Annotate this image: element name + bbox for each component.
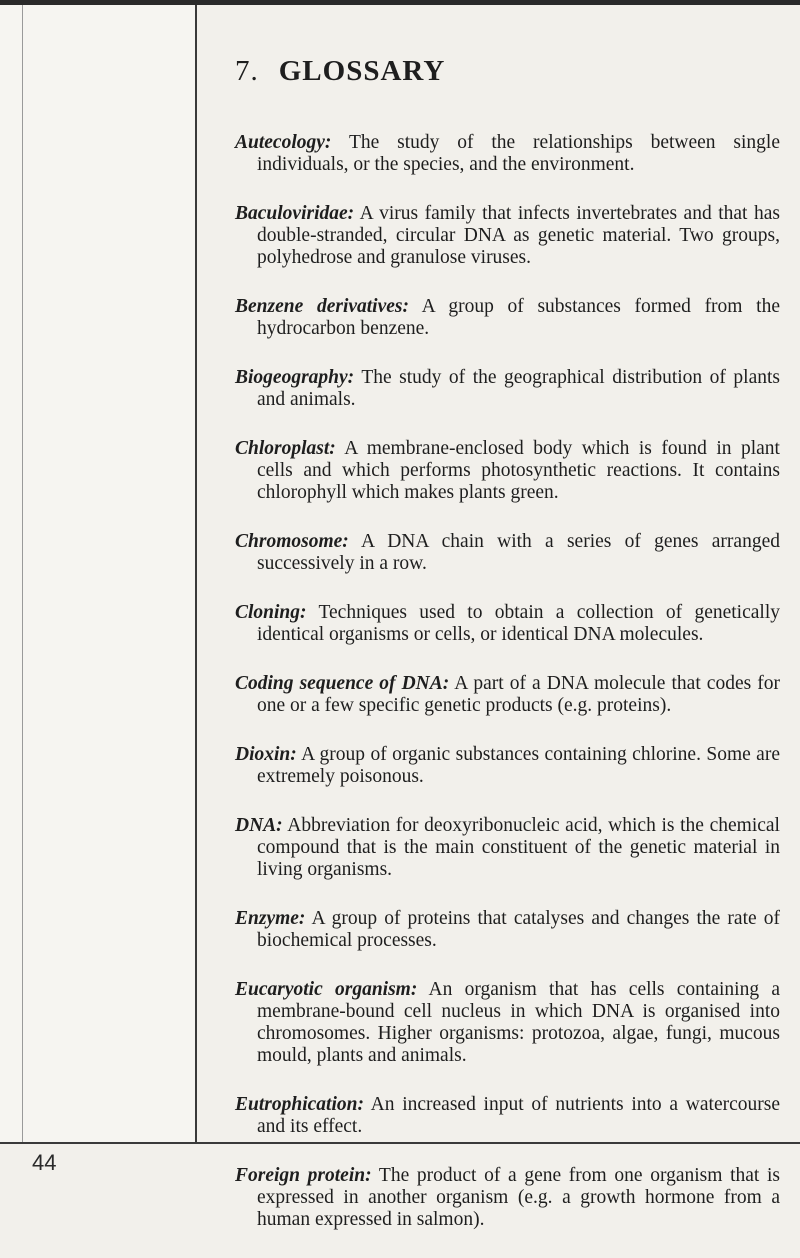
glossary-term: Benzene derivatives: bbox=[235, 296, 409, 317]
glossary-term: Foreign protein: bbox=[235, 1165, 372, 1186]
glossary-definition: A group of proteins that catalyses and changes the rate of biochemical processes. bbox=[257, 908, 780, 951]
page-number: 44 bbox=[32, 1150, 57, 1175]
glossary-entry bbox=[235, 296, 780, 340]
glossary-definition: An organism that has cells containing a membrane-bound cell nucleus in which DNA is organised into chromosomes. Higher organisms: protozoa, algae, fungi, mucous mould, plants and animals. bbox=[257, 979, 780, 1066]
glossary-term: Dioxin: bbox=[235, 744, 297, 765]
glossary-entry bbox=[235, 367, 780, 411]
glossary-definition: A group of organic substances containing chlorine. Some are extremely poisonous. bbox=[257, 744, 780, 787]
glossary-term: Chromosome: bbox=[235, 531, 349, 552]
glossary-entry bbox=[235, 815, 780, 881]
glossary-definition: Abbreviation for deoxyribonucleic acid, which is the chemical compound that is the main constituent of the genetic material in living organisms. bbox=[257, 815, 780, 880]
glossary-term: Biogeography: bbox=[235, 367, 355, 388]
section-heading bbox=[235, 55, 780, 88]
glossary-term: Eucaryotic organism: bbox=[235, 979, 418, 1000]
glossary-entry bbox=[235, 908, 780, 952]
glossary-entry bbox=[235, 132, 780, 176]
glossary-definition: A virus family that infects invertebrates and that has double-stranded, circular DNA as genetic material. Two groups, polyhedrose and granulose viruses. bbox=[257, 203, 780, 268]
glossary-term: DNA: bbox=[235, 815, 283, 836]
glossary-entry bbox=[235, 438, 780, 504]
glossary-definition: A membrane-enclosed body which is found in plant cells and which performs photosynthetic reactions. It contains chlorophyll which makes plants green. bbox=[257, 438, 780, 503]
glossary-term: Eutrophication: bbox=[235, 1094, 364, 1115]
glossary-definition: The study of the geographical distribution of plants and animals. bbox=[257, 367, 780, 410]
glossary-definition: The study of the relationships between single individuals, or the species, and the environment. bbox=[257, 132, 780, 175]
section-number: 7. bbox=[235, 55, 259, 87]
glossary-definition: A group of substances formed from the hydrocarbon benzene. bbox=[257, 296, 780, 339]
glossary-definition: The product of a gene from one organism that is expressed in another organism (e.g. a growth hormone from a human expressed in salmon). bbox=[257, 1165, 780, 1230]
glossary-definition: An increased input of nutrients into a watercourse and its effect. bbox=[257, 1094, 780, 1137]
glossary-definition: A DNA chain with a series of genes arranged successively in a row. bbox=[257, 531, 780, 574]
glossary-definition: A part of a DNA molecule that codes for one or a few specific genetic products (e.g. proteins). bbox=[257, 673, 780, 716]
glossary-term: Baculoviridae: bbox=[235, 203, 355, 224]
section-title: GLOSSARY bbox=[278, 55, 446, 87]
glossary-entry bbox=[235, 1094, 780, 1138]
glossary-term: Enzyme: bbox=[235, 908, 306, 929]
glossary-entry bbox=[235, 531, 780, 575]
glossary-entry bbox=[235, 203, 780, 269]
glossary-entry bbox=[235, 744, 780, 788]
glossary-section bbox=[235, 55, 780, 1258]
glossary-term: Cloning: bbox=[235, 602, 307, 623]
left-margin-column bbox=[0, 5, 197, 1143]
glossary-entry bbox=[235, 673, 780, 717]
margin-rule bbox=[22, 5, 23, 1143]
glossary-definition: Techniques used to obtain a collection of genetically identical organisms or cells, or identical DNA molecules. bbox=[257, 602, 780, 645]
glossary-entry bbox=[235, 979, 780, 1067]
glossary-entry bbox=[235, 1165, 780, 1231]
glossary-term: Coding sequence of DNA: bbox=[235, 673, 450, 694]
glossary-entry bbox=[235, 602, 780, 646]
glossary-term: Autecology: bbox=[235, 132, 332, 153]
glossary-term: Chloroplast: bbox=[235, 438, 336, 459]
